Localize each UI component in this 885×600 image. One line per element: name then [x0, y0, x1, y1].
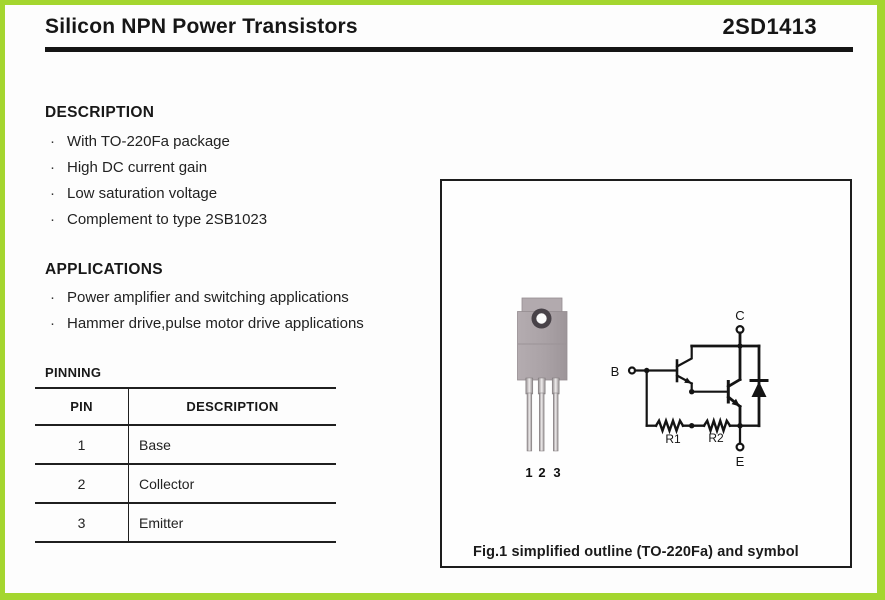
table-row	[35, 425, 336, 464]
pin-description: Collector	[129, 464, 337, 503]
bullet-dot: ·	[50, 133, 55, 150]
column-header-description: DESCRIPTION	[129, 388, 337, 425]
list-item	[50, 129, 267, 155]
table-row	[35, 464, 336, 503]
figure-drawing	[442, 181, 850, 566]
diode-symbol	[751, 346, 767, 426]
column-header-pin: PIN	[35, 388, 129, 425]
list-item-text: Power amplifier and switching applications	[67, 289, 349, 306]
resistor-r2-label: R2	[708, 431, 724, 445]
pin-description: Emitter	[129, 503, 337, 542]
list-item-text: Hammer drive,pulse motor drive applications	[67, 315, 364, 332]
resistor-r2	[704, 421, 730, 431]
header-rule	[45, 47, 853, 52]
bullet-dot: ·	[50, 315, 55, 332]
pinning-heading: PINNING	[45, 365, 102, 380]
table-row	[35, 503, 336, 542]
applications-list	[50, 285, 364, 337]
transistor-2-symbol	[728, 380, 740, 426]
table-header-row	[35, 388, 336, 425]
list-item	[50, 311, 364, 337]
package-legs	[526, 378, 559, 451]
list-item-text: High DC current gain	[67, 159, 208, 176]
figure-box	[440, 179, 852, 568]
description-list	[50, 129, 267, 233]
bullet-dot: ·	[50, 289, 55, 306]
list-item	[50, 207, 267, 233]
transistor-1-symbol	[677, 346, 692, 392]
list-item-text: Low saturation voltage	[67, 185, 218, 202]
part-number: 2SD1413	[722, 14, 817, 39]
bullet-dot: ·	[50, 159, 55, 176]
emitter-terminal-label: E	[735, 454, 745, 469]
pinning-table	[35, 387, 336, 543]
collector-terminal-label: C	[735, 308, 745, 323]
list-item	[50, 181, 267, 207]
mounting-hole	[536, 313, 546, 323]
page-title: Silicon NPN Power Transistors	[45, 15, 358, 38]
pin-description: Base	[129, 425, 337, 464]
pin-number: 2	[35, 464, 129, 503]
pin-label-1: 1	[525, 465, 533, 480]
transistor-symbol-schematic	[611, 308, 767, 469]
list-item	[50, 285, 364, 311]
pin-label-2: 2	[538, 465, 546, 480]
pin-number: 1	[35, 425, 129, 464]
resistor-r1	[656, 421, 683, 431]
list-item	[50, 155, 267, 181]
resistor-r1-label: R1	[665, 432, 681, 446]
bullet-dot: ·	[50, 211, 55, 228]
pin-number: 3	[35, 503, 129, 542]
bullet-dot: ·	[50, 185, 55, 202]
figure-caption: Fig.1 simplified outline (TO-220Fa) and symbol	[473, 544, 799, 560]
list-item-text: Complement to type 2SB1023	[67, 211, 268, 228]
description-heading: DESCRIPTION	[45, 104, 155, 121]
package-outline-drawing	[518, 298, 568, 480]
list-item-text: With TO-220Fa package	[67, 133, 230, 150]
pin-label-3: 3	[553, 465, 561, 480]
base-terminal-label: B	[610, 364, 620, 379]
applications-heading: APPLICATIONS	[45, 261, 163, 278]
